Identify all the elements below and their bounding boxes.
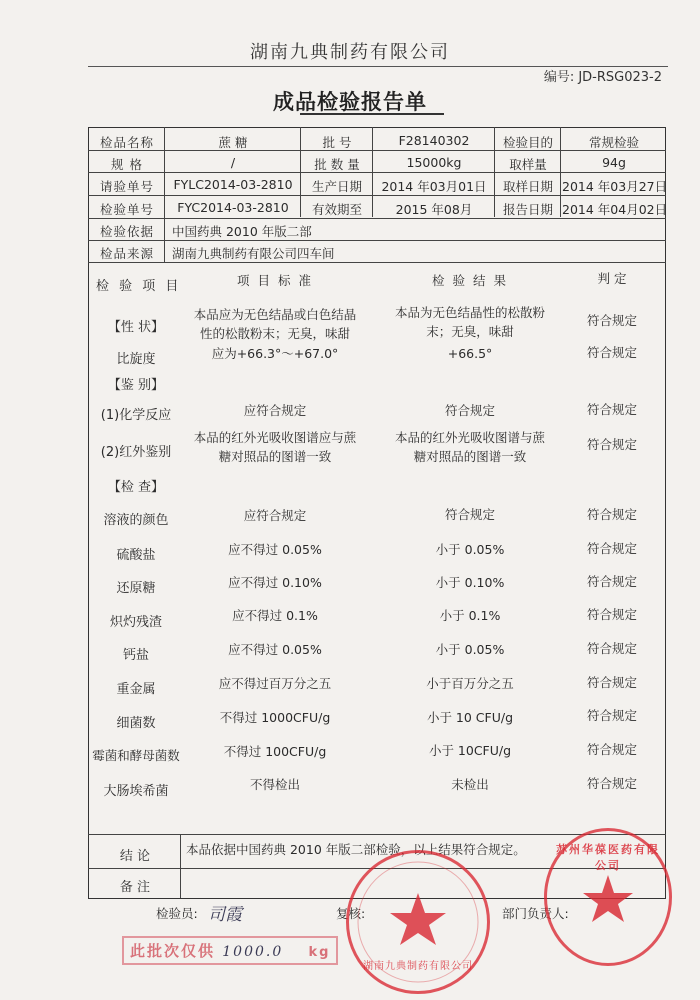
- title-underline: [300, 113, 444, 115]
- inspector-label: 检验员:: [156, 906, 198, 921]
- row-item: 【性 状】: [107, 320, 165, 335]
- request-no-value: FYLC2014-03-2810: [173, 177, 293, 192]
- sample-amount-label: 取样量: [509, 157, 547, 172]
- row-item: 霉菌和酵母菌数: [92, 748, 180, 763]
- row-result: 小于 10CFU/g: [428, 743, 512, 758]
- sampling-date-label: 取样日期: [502, 179, 553, 194]
- production-date-value: 2014 年03月01日: [381, 179, 487, 194]
- inspection-no-label: 检验单号: [99, 202, 154, 217]
- table-line: [180, 834, 181, 898]
- spec-label: 规 格: [111, 157, 143, 172]
- row-judgement: 符合规定: [586, 607, 637, 622]
- report-date-label: 报告日期: [502, 202, 553, 217]
- row-judgement: 符合规定: [586, 742, 637, 757]
- row-standard: 应不得过 0.10%: [228, 575, 322, 590]
- row-standard: 本品的红外光吸收图谱应与蔗 糖对照品的图谱一致: [193, 430, 357, 464]
- table-line: [88, 195, 666, 196]
- row-item: 钙盐: [122, 648, 149, 663]
- product-name-value: 蔗 糖: [218, 135, 248, 150]
- quantity-label: 批 数 量: [314, 157, 360, 172]
- row-standard: 应符合规定: [243, 403, 307, 418]
- inspection-no-value: FYC2014-03-2810: [177, 200, 289, 215]
- batch-limit-handwritten: 1000.0: [222, 944, 284, 960]
- column-judgement: 判 定: [597, 271, 627, 286]
- row-standard: 不得过 100CFU/g: [223, 744, 327, 759]
- source-label: 检品来源: [99, 246, 154, 261]
- row-item: 溶液的颜色: [103, 513, 169, 528]
- row-judgement: 符合规定: [586, 641, 637, 656]
- remark-label: 备 注: [119, 880, 151, 895]
- company-seal-left: [346, 850, 490, 994]
- row-standard: 应不得过 0.05%: [228, 642, 322, 657]
- report-title: 成品检验报告单: [273, 90, 427, 114]
- row-result: 小于 0.05%: [435, 542, 505, 557]
- row-judgement: 符合规定: [586, 345, 637, 360]
- purpose-label: 检验目的: [502, 135, 553, 150]
- row-judgement: 符合规定: [586, 402, 637, 417]
- dept-head-label: 部门负责人:: [502, 906, 569, 921]
- row-standard: 应为+66.3°～+67.0°: [211, 346, 339, 361]
- row-item: 重金属: [116, 682, 156, 697]
- row-item: 【鉴 别】: [107, 378, 165, 393]
- conclusion-label: 结 论: [119, 849, 151, 864]
- table-line: [88, 172, 666, 173]
- row-item: 比旋度: [116, 352, 156, 367]
- row-result: 符合规定: [444, 403, 495, 418]
- row-item: 大肠埃希菌: [103, 784, 169, 799]
- row-result: 小于 0.10%: [435, 575, 505, 590]
- column-standard: 项 目 标 准: [237, 273, 313, 288]
- table-line: [164, 127, 165, 262]
- document-number: 编号: JD-RSG023-2: [543, 70, 662, 85]
- column-item: 检 验 项 目: [96, 279, 182, 294]
- table-line: [372, 127, 373, 217]
- row-result: 未检出: [451, 777, 489, 792]
- row-standard: 本品应为无色结晶或白色结晶 性的松散粉末；无臭，味甜: [193, 307, 357, 341]
- row-item: 【检 查】: [107, 480, 165, 495]
- row-result: 本品的红外光吸收图谱与蔗 糖对照品的图谱一致: [394, 430, 545, 464]
- product-name-label: 检品名称: [99, 135, 154, 150]
- row-result: 符合规定: [444, 507, 495, 522]
- row-item: 硫酸盐: [116, 548, 156, 563]
- production-date-label: 生产日期: [311, 179, 362, 194]
- seal-left-text: 湖南九典制药有限公司: [363, 961, 473, 972]
- request-no-label: 请验单号: [99, 179, 154, 194]
- sample-amount-value: 94g: [602, 155, 626, 170]
- table-line: [494, 127, 495, 217]
- source-value: 湖南九典制药有限公司四车间: [172, 246, 335, 261]
- row-result: 本品为无色结晶性的松散粉 末；无臭，味甜: [394, 305, 545, 339]
- company-name: 湖南九典制药有限公司: [250, 42, 450, 63]
- row-result: +66.5°: [447, 346, 493, 361]
- table-line: [300, 127, 301, 217]
- table-line: [88, 240, 666, 241]
- row-judgement: 符合规定: [586, 507, 637, 522]
- row-judgement: 符合规定: [586, 541, 637, 556]
- expiry-value: 2015 年08月: [395, 202, 473, 217]
- row-judgement: 符合规定: [586, 574, 637, 589]
- batch-limit-stamp: [122, 936, 338, 965]
- row-result: 小于 10 CFU/g: [426, 710, 514, 725]
- conclusion-text: 本品依据中国药典 2010 年版二部检验，以上结果符合规定。: [186, 842, 526, 857]
- inspector-signature: 司霞: [208, 905, 242, 925]
- row-judgement: 符合规定: [586, 708, 637, 723]
- row-standard: 应不得过百万分之五: [218, 676, 332, 691]
- row-judgement: 符合规定: [586, 437, 637, 452]
- row-result: 小于 0.05%: [435, 642, 505, 657]
- batch-limit-stamp-text: 此批次仅供: [130, 942, 216, 960]
- row-standard: 应符合规定: [243, 508, 307, 523]
- table-line: [88, 218, 666, 219]
- row-standard: 不得检出: [249, 777, 300, 792]
- table-line: [88, 262, 666, 263]
- row-judgement: 符合规定: [586, 313, 637, 328]
- company-seal-right: [544, 828, 672, 966]
- row-result: 小于 0.1%: [439, 608, 501, 623]
- row-standard: 应不得过 0.05%: [228, 542, 322, 557]
- row-item: 细菌数: [116, 716, 156, 731]
- batch-label: 批 号: [322, 135, 352, 150]
- seal-right-text: 苏州华葆医药有限公司: [556, 843, 660, 872]
- row-judgement: 符合规定: [586, 675, 637, 690]
- quantity-value: 15000kg: [406, 155, 462, 170]
- reviewer-label: 复核:: [336, 906, 366, 921]
- column-result: 检 验 结 果: [432, 273, 508, 288]
- expiry-label: 有效期至: [311, 202, 362, 217]
- row-item: 还原糖: [116, 581, 156, 596]
- row-item: (2)红外鉴别: [100, 445, 172, 460]
- row-result: 小于百万分之五: [426, 676, 514, 691]
- row-standard: 应不得过 0.1%: [232, 608, 318, 623]
- spec-value: /: [230, 155, 236, 170]
- batch-value: F28140302: [398, 133, 470, 148]
- sampling-date-value: 2014 年03月27日: [562, 179, 668, 194]
- purpose-value: 常规检验: [588, 135, 639, 150]
- table-line: [560, 127, 561, 217]
- row-item: (1)化学反应: [100, 408, 172, 423]
- basis-label: 检验依据: [99, 224, 154, 239]
- batch-limit-unit: kg: [308, 945, 331, 960]
- row-standard: 不得过 1000CFU/g: [219, 710, 331, 725]
- row-judgement: 符合规定: [586, 776, 637, 791]
- basis-value: 中国药典 2010 年版二部: [172, 224, 312, 239]
- report-date-value: 2014 年04月02日: [562, 202, 668, 217]
- row-item: 炽灼残渣: [109, 615, 162, 630]
